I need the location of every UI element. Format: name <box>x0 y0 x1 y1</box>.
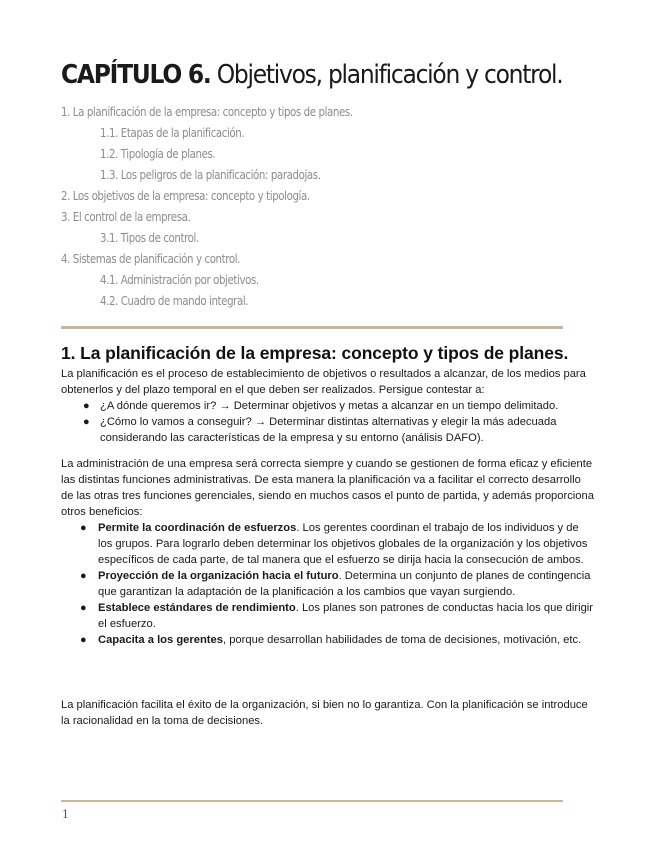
bullet-icon: ● <box>83 416 90 428</box>
list-item <box>61 632 596 648</box>
toc-item: 1.2. Tipología de planes. <box>100 146 216 161</box>
intro-paragraph: La planificación es el proceso de establecimiento de objetivos o resultados a alcanzar, de los medios para obtenerlos y del plazo temporal en el que deben ser realizados. Persigue contestar a: <box>61 368 586 396</box>
list-item <box>61 414 596 446</box>
closing-block <box>61 697 596 729</box>
toc-item: 3. El control de la empresa. <box>61 209 191 224</box>
bullet-icon: ● <box>80 602 87 614</box>
benefit-title: Capacita a los gerentes <box>98 634 223 646</box>
list-item <box>61 398 596 414</box>
page-number: 1 <box>62 808 69 821</box>
benefits-block <box>61 456 596 648</box>
list-item <box>61 520 596 568</box>
bullet-icon: ● <box>80 634 87 646</box>
toc-item: 1. La planificación de la empresa: concepto y tipos de planes. <box>61 104 353 119</box>
toc-item: 1.1. Etapas de la planificación. <box>100 125 245 140</box>
toc-item: 3.1. Tipos de control. <box>100 230 199 245</box>
chapter-label: CAPÍTULO 6. <box>61 60 211 90</box>
closing-paragraph: La planificación facilita el éxito de la organización, si bien no lo garantiza. Con la planificación se introduce la racionalidad en la toma de decisiones. <box>61 699 588 727</box>
list-item <box>61 600 596 632</box>
toc-item: 2. Los objetivos de la empresa: concepto y tipología. <box>61 188 310 203</box>
divider-top <box>61 326 563 329</box>
benefit-text: . Los planes son patrones de conductas hacia los que dirigir el esfuerzo. <box>98 602 594 630</box>
bullet-icon: ● <box>80 570 87 582</box>
benefit-title: Permite la coordinación de esfuerzos <box>98 522 297 534</box>
bullet-text: ¿Cómo lo vamos a conseguir? → Determinar distintas alternativas y elegir la más adecuada considerando las características de la empresa y su entorno (análisis DAFO). <box>100 416 557 444</box>
section-heading: 1. La planificación de la empresa: concepto y tipos de planes. <box>61 343 569 363</box>
intro-block <box>61 366 596 446</box>
table-of-contents <box>61 101 621 311</box>
bullet-icon: ● <box>83 400 90 412</box>
chapter-title <box>61 58 562 92</box>
intro-bullet-list <box>61 398 596 446</box>
toc-item: 4. Sistemas de planificación y control. <box>61 251 240 266</box>
toc-item: 1.3. Los peligros de la planificación: paradojas. <box>100 167 321 182</box>
toc-item: 4.2. Cuadro de mando integral. <box>100 293 249 308</box>
list-item <box>61 568 596 600</box>
divider-bottom <box>61 800 563 802</box>
benefits-list <box>61 520 596 648</box>
benefits-paragraph: La administración de una empresa será correcta siempre y cuando se gestionen de forma eficaz y eficiente las distintas funciones administrativas. De esta manera la planificación va a facilitar el correcto desarrollo de las otras tres funciones gerenciales, siendo en muchos casos el punto de partida, y además proporciona otros beneficios: <box>61 458 594 518</box>
benefit-text: . Determina un conjunto de planes de contingencia que garantizan la adaptación de la planificación a los cambios que vayan surgiendo. <box>98 570 591 598</box>
benefit-text: , porque desarrollan habilidades de toma de decisiones, motivación, etc. <box>222 634 582 646</box>
toc-item: 4.1. Administración por objetivos. <box>100 272 259 287</box>
benefit-title: Establece estándares de rendimiento <box>98 602 296 614</box>
bullet-text: ¿A dónde queremos ir? → Determinar objetivos y metas a alcanzar en un tiempo delimitado. <box>100 400 559 412</box>
benefit-title: Proyección de la organización hacia el futuro <box>98 570 339 582</box>
chapter-name: Objetivos, planificación y control. <box>216 60 563 90</box>
bullet-icon: ● <box>80 522 87 534</box>
benefit-text: . Los gerentes coordinan el trabajo de los individuos y de los grupos. Para lograrlo deben determinar los objetivos globales de la organización y los objetivos específicos de cada parte, de tal manera que el esfuerzo se dirija hacia la consecución de ambos. <box>98 522 588 566</box>
